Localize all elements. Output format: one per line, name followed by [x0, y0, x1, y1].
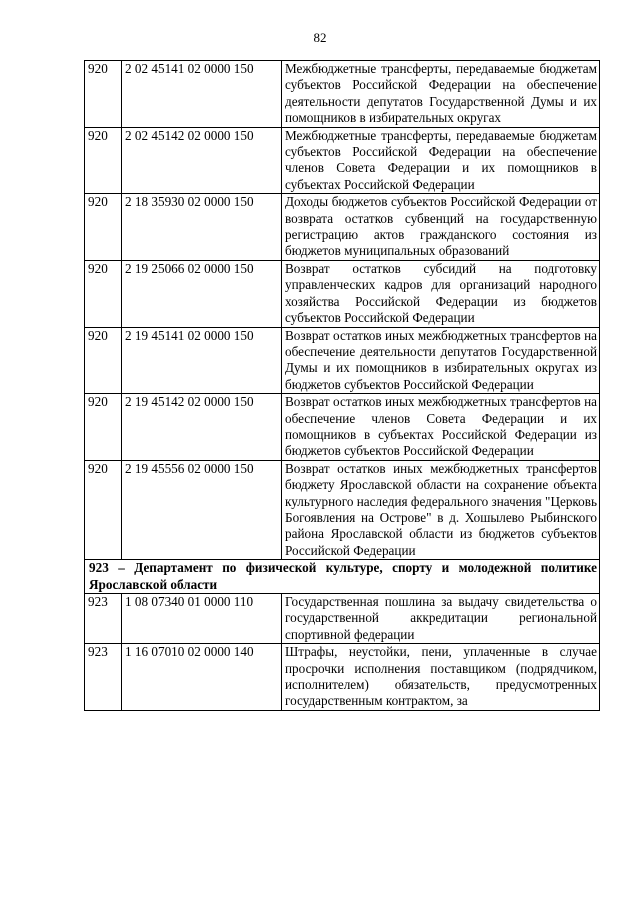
description-cell: Межбюджетные трансферты, передаваемые бюджетам субъектов Российской Федерации на обеспечение членов Совета Федерации и их помощников в субъектах Российской Федерации — [282, 127, 600, 194]
budget-code-cell: 2 02 45142 02 0000 150 — [122, 127, 282, 194]
page-number: 82 — [313, 30, 327, 45]
admin-code-cell: 920 — [85, 394, 122, 461]
budget-code-cell: 2 19 25066 02 0000 150 — [122, 260, 282, 327]
description-cell: Возврат остатков субсидий на подготовку управленческих кадров для организаций народного хозяйства Российской Федерации из бюджетов субъектов Российской Федерации — [282, 260, 600, 327]
admin-code-cell: 920 — [85, 327, 122, 394]
description-cell: Возврат остатков иных межбюджетных трансфертов бюджету Ярославской области на сохранение объекта культурного наследия федерального значения "Церковь Богоявления на Острове" в д. Хошылево Рыбинского района Ярославской области из бюджетов субъектов Российской Федерации — [282, 460, 600, 559]
description-cell: Штрафы, неустойки, пени, уплаченные в случае просрочки исполнения поставщиком (подрядчиком, исполнителем) обязательств, предусмотренных государственным контрактом, за — [282, 644, 600, 711]
table-row — [85, 194, 600, 261]
table-row — [85, 260, 600, 327]
admin-code-cell: 923 — [85, 644, 122, 711]
description-cell: Доходы бюджетов субъектов Российской Федерации от возврата остатков субвенций на государственную регистрацию актов гражданского состояния из бюджетов муниципальных образований — [282, 194, 600, 261]
admin-code-cell: 920 — [85, 61, 122, 128]
budget-code-cell: 2 18 35930 02 0000 150 — [122, 194, 282, 261]
description-cell: Возврат остатков иных межбюджетных трансфертов на обеспечение членов Совета Федерации и их помощников в субъектах Российской Федерации из бюджетов субъектов Российской Федерации — [282, 394, 600, 461]
admin-code-cell: 920 — [85, 460, 122, 559]
budget-code-cell: 1 08 07340 01 0000 110 — [122, 594, 282, 644]
table-row — [85, 61, 600, 128]
table-row — [85, 394, 600, 461]
admin-code-cell: 923 — [85, 594, 122, 644]
admin-code-cell: 920 — [85, 127, 122, 194]
table-row — [85, 460, 600, 559]
admin-code-cell: 920 — [85, 260, 122, 327]
budget-code-cell: 2 19 45142 02 0000 150 — [122, 394, 282, 461]
budget-code-cell: 1 16 07010 02 0000 140 — [122, 644, 282, 711]
budget-code-cell: 2 02 45141 02 0000 150 — [122, 61, 282, 128]
description-cell: Межбюджетные трансферты, передаваемые бюджетам субъектов Российской Федерации на обеспечение деятельности депутатов Государственной Думы и их помощников в избирательных округах — [282, 61, 600, 128]
budget-code-cell: 2 19 45556 02 0000 150 — [122, 460, 282, 559]
revenue-codes-table — [84, 60, 600, 711]
section-header-row — [85, 560, 600, 594]
table-row — [85, 127, 600, 194]
budget-code-cell: 2 19 45141 02 0000 150 — [122, 327, 282, 394]
table-row — [85, 327, 600, 394]
description-cell: Возврат остатков иных межбюджетных трансфертов на обеспечение деятельности депутатов Государственной Думы и их помощников в избирательных округах из бюджетов субъектов Российской Федерации — [282, 327, 600, 394]
admin-code-cell: 920 — [85, 194, 122, 261]
table-row — [85, 594, 600, 644]
table-row — [85, 644, 600, 711]
section-header: 923 – Департамент по физической культуре, спорту и молодежной политике Ярославской области — [85, 560, 600, 594]
description-cell: Государственная пошлина за выдачу свидетельства о государственной аккредитации региональной спортивной федерации — [282, 594, 600, 644]
